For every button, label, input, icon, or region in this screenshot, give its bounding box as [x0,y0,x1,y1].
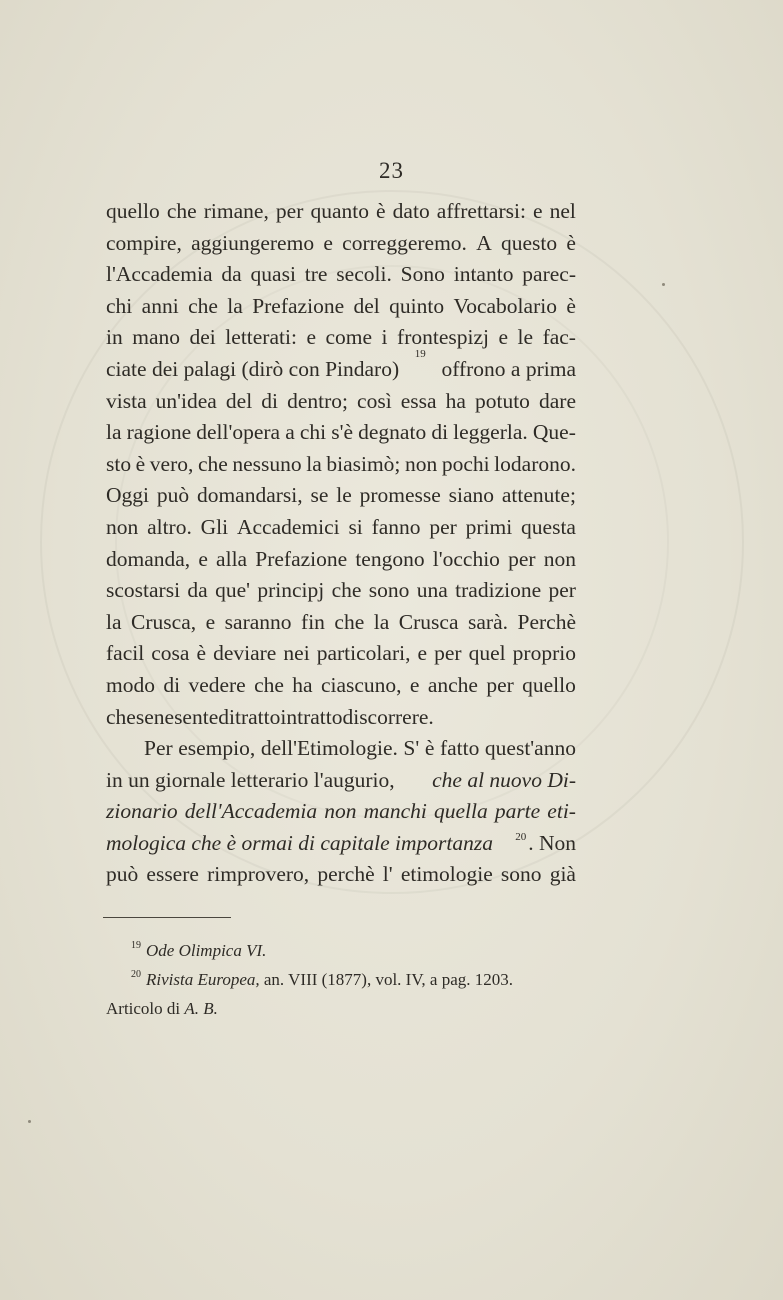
word: facil [106,641,145,666]
word: tradizione [455,578,542,603]
word: quest'anno [484,736,576,761]
word: e [198,546,208,571]
word: Prefazione [252,293,345,318]
word: nessuno [232,451,302,476]
word: parec- [522,262,576,287]
word: dei [189,325,216,350]
text-line [106,859,576,891]
word: dare [539,388,576,413]
word: cosa [151,641,190,666]
word: s'è [331,420,354,445]
word: zionario [106,799,178,824]
word: di [261,388,278,413]
text-segment: ciate dei palagi (dirò con Pindaro) [106,356,400,381]
word: e [409,672,420,697]
paragraph-start-line [106,733,576,765]
word: perchè [317,862,375,887]
word: essere [146,862,199,887]
word: que' [215,578,250,603]
word: in [106,325,123,350]
word: la [106,609,122,634]
word: tratto [234,704,281,729]
word: e [498,325,509,350]
word: per [548,578,576,603]
word: l' [382,862,393,887]
footnote-author: A. B. [184,999,218,1018]
word: se [135,704,154,729]
word: anche [427,672,478,697]
text-line [106,291,576,323]
word: è [424,736,435,761]
word: come [325,325,373,350]
word: tengono [355,546,425,571]
word: che [188,293,218,318]
word: Vocabolario [453,293,557,318]
word: particolari, [316,641,411,666]
word: non [404,451,438,476]
word: una [416,578,448,603]
word: l'occhio [432,546,500,571]
text-line [106,670,576,702]
text-line [106,480,576,512]
word: Oggi [106,483,149,508]
word: compire, [106,230,182,255]
word: modo [106,672,155,697]
word: che [166,199,197,223]
word: mano [132,325,181,350]
word: le [336,483,352,508]
word: da [187,578,208,603]
word: Que- [532,420,576,445]
word: affrettarsi: [436,199,526,223]
word: del [353,293,380,318]
word: è [566,230,576,255]
footnote-rule [103,917,231,918]
word: ne [153,704,175,729]
word: primi [465,514,513,539]
word: che [197,451,228,476]
word: fatto [439,736,480,761]
word: vedere [188,672,246,697]
word: dell'Accademia [184,799,318,824]
word: lodarono. [494,451,576,476]
text-line [106,512,576,544]
word: nel [549,199,576,223]
word: saranno [224,609,292,634]
word: parte [494,799,541,824]
word: dentro; [287,388,348,413]
word: non [324,799,357,824]
word: vero, [149,451,194,476]
word: per [275,199,304,223]
word: Crusca, [131,609,197,634]
word: S' [403,736,420,761]
text-line [106,196,576,228]
word: domanda, [106,546,191,571]
text-line [106,228,576,260]
word: dell'Etimologie. [260,736,398,761]
word: nei [283,641,310,666]
text-line [106,607,576,639]
word: per [434,641,462,666]
word: dato [392,199,430,223]
word: etimologie [400,862,493,887]
word: Prefazione [255,546,348,571]
word: scostarsi [106,578,181,603]
word: vista [106,388,147,413]
word: frontespizj [397,325,489,350]
word: proprio [512,641,576,666]
footnote-19 [106,936,576,965]
word: fin [301,609,325,634]
word: sente [174,704,219,729]
word: può [106,862,139,887]
word: Accademici [236,514,340,539]
word: Perchè [517,609,576,634]
word: anni [141,293,179,318]
word: pochi [441,451,490,476]
word: di [431,420,449,445]
word: tre [304,262,328,287]
word: rimane, [203,199,269,223]
word: e [306,325,316,350]
word: la [106,420,122,445]
word: tratto [297,704,343,729]
word: Gli [200,514,229,539]
text-line [106,544,576,576]
word: non [543,546,576,571]
word: questo [500,230,558,255]
word: ragione [126,420,192,445]
word: che [334,609,365,634]
word: quel [468,641,506,666]
word: fanno [371,514,421,539]
word: per [429,514,457,539]
word: se [310,483,329,508]
word: Crusca [398,609,459,634]
footnote-20 [106,965,576,994]
word: i [381,325,388,350]
word: leggerla. [453,420,528,445]
word: la [227,293,243,318]
text-line [106,259,576,291]
word: Per [144,736,173,761]
text-line [106,702,576,734]
quoted-italic: mologica che è ormai di capitale importanza [106,830,493,855]
word: principj [257,578,325,603]
word: quasi [250,262,296,287]
word: da [221,262,242,287]
word: e [533,199,543,223]
paper-speck [28,1120,31,1123]
word: si [348,514,363,539]
word: che [331,578,362,603]
page-number: 23 [379,158,404,183]
word: è [196,641,207,666]
quoted-italic: che al nuovo Di- [432,767,576,792]
footnote-text: an. VIII (1877), vol. IV, a pag. 1203. [263,970,514,989]
word: e [205,609,216,634]
word: per [508,546,536,571]
text-line [106,386,576,418]
text-line [106,765,576,797]
word: intanto [453,262,514,287]
word: A [476,230,492,255]
word: ha [445,388,466,413]
footnotes [106,936,576,1023]
word: ha [292,672,313,697]
word: aggiungeremo [191,230,315,255]
word: promesse [359,483,441,508]
body-text [106,196,576,891]
text-line-with-footnote-ref [106,828,576,860]
word: chi [299,420,327,445]
word: è [376,199,386,223]
word: così [357,388,392,413]
word: la [373,609,390,634]
word: è [566,293,576,318]
word: che [106,704,136,729]
word: secoli. [336,262,392,287]
word: domandarsi, [196,483,303,508]
word: alla [216,546,248,571]
word: degnato [358,420,427,445]
text-line-with-footnote-ref [106,347,576,386]
word: del [225,388,253,413]
word: letterati: [225,325,297,350]
word: quanto [310,199,369,223]
word: a [285,420,295,445]
word: altro. [147,514,192,539]
text-line [106,638,576,670]
word: fac- [542,325,576,350]
footnote-number: 20 [131,969,141,980]
paper-speck [662,283,665,286]
word: attenute; [501,483,576,508]
word: quello [522,672,576,697]
word: di [163,672,181,697]
word: chi [106,293,133,318]
word: correggeremo. [342,230,467,255]
word: e [323,230,333,255]
word: deviare [213,641,277,666]
word: questa [521,514,576,539]
word: sono [368,578,410,603]
word: quinto [389,293,445,318]
text-line [106,575,576,607]
word: eti- [547,799,576,824]
word: dell'opera [196,420,281,445]
text-segment: . Non [528,830,576,855]
footnote-citation: Ode Olimpica VI. [146,941,267,960]
footnote-20-continued [106,994,576,1023]
word: quella [433,799,488,824]
word: può [156,483,190,508]
word: un'idea [155,388,217,413]
word: per [486,672,514,697]
text-line [106,322,576,354]
word: già [549,862,576,887]
word: in [280,704,298,729]
footnote-text: Articolo di [106,999,181,1018]
word: esempio, [178,736,256,761]
word: e [417,641,428,666]
footnote-citation: Rivista Europea, [146,970,260,989]
word: di [218,704,235,729]
word: ciascuno, [320,672,402,697]
word: siano [448,483,495,508]
word: discorrere. [342,704,434,729]
text-line [106,449,576,481]
word: che [254,672,284,697]
text-segment: offrono a prima [441,356,576,381]
word: sto [106,451,132,476]
word: le [517,325,534,350]
word: manchi [363,799,427,824]
footnote-ref-20: 20 [515,830,527,843]
text-line [106,417,576,449]
footnote-ref-19: 19 [414,347,426,360]
word: rimprovero, [207,862,310,887]
word: biasimò; [326,451,401,476]
word: essa [400,388,437,413]
word: l'Accademia [106,262,213,287]
text-line-italic [106,796,576,828]
word: sarà. [468,609,508,634]
word: la [306,451,322,476]
word: non [106,514,139,539]
word: sono [500,862,542,887]
word: Sono [400,262,445,287]
word: quello [106,199,160,223]
text-segment: in un giornale letterario l'augurio, [106,767,395,792]
footnote-number: 19 [131,940,141,951]
word: potuto [474,388,530,413]
word: è [135,451,146,476]
